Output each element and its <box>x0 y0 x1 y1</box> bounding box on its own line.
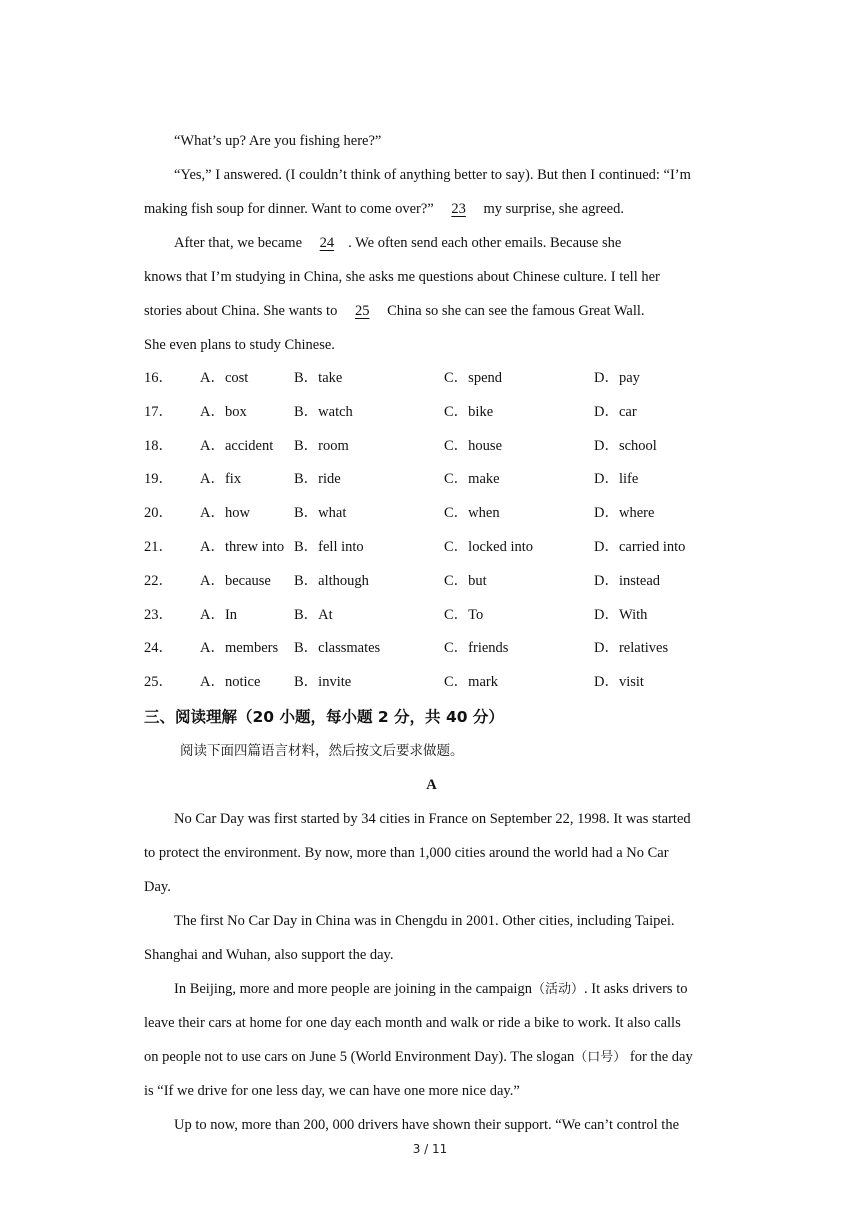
option-c: C．friends <box>444 640 509 657</box>
passage-line: leave their cars at home for one day each month and walk or ride a bike to work. It also calls <box>144 1014 681 1031</box>
blank-23: 23 <box>451 201 466 217</box>
passage-line: is “If we drive for one less day, we can have one more nice day.” <box>144 1082 520 1099</box>
option-c: C．mark <box>444 674 498 691</box>
option-b: B．watch <box>294 403 353 420</box>
passage-line <box>144 1040 719 1074</box>
option-c: C．spend <box>444 370 502 386</box>
question-number: 25． <box>144 674 173 691</box>
question-number: 16． <box>144 370 173 386</box>
dialogue-line: She even plans to study Chinese. <box>144 337 335 353</box>
blank-24: 24 <box>319 235 335 251</box>
option-a: A．threw into <box>200 538 285 555</box>
page-content <box>144 124 719 1142</box>
option-row <box>144 666 719 700</box>
passage-line: No Car Day was first started by 34 cities in France on September 22, 1998. It was started <box>174 810 691 827</box>
option-row <box>144 497 719 531</box>
option-a: A．how <box>200 505 250 522</box>
option-d: D．where <box>594 505 655 522</box>
option-b: B．fell into <box>294 538 364 555</box>
question-number: 19． <box>144 471 173 488</box>
question-number: 24． <box>144 640 173 657</box>
option-row <box>144 531 719 565</box>
option-a: A．In <box>200 606 238 623</box>
option-c: C．bike <box>444 403 494 420</box>
text-segment: stories about China. She wants to <box>144 303 341 319</box>
option-d: D．visit <box>594 674 644 691</box>
option-c: C．To <box>444 606 484 623</box>
text-segment: After that, we became <box>174 235 306 251</box>
question-number: 23． <box>144 606 173 623</box>
dialogue-line: “What’s up? Are you fishing here?” <box>174 133 382 149</box>
option-a: A．cost <box>200 370 249 386</box>
option-a: A．fix <box>200 471 242 488</box>
option-d: D．life <box>594 471 639 488</box>
dialogue-line: “Yes,” I answered. (I couldn’t think of anything better to say). But then I continued: “I’m <box>174 167 691 183</box>
dialogue-line <box>144 226 719 260</box>
text-segment: China so she can see the famous Great Wall. <box>383 303 645 319</box>
text-segment: on people not to use cars on June 5 (World Environment Day). The slogan <box>144 1048 575 1065</box>
option-row <box>144 396 719 430</box>
option-b: B．although <box>294 572 369 589</box>
option-d: D．instead <box>594 572 661 589</box>
option-b: B．what <box>294 505 347 522</box>
option-row <box>144 565 719 599</box>
gloss-chinese: （口号） <box>574 1049 627 1065</box>
text-segment: my surprise, she agreed. <box>479 201 624 217</box>
option-row <box>144 463 719 497</box>
section-heading: 三、阅读理解（20 小题，每小题 2 分，共 40 分） <box>144 707 504 726</box>
text-segment: making fish soup for dinner. Want to come over?” <box>144 201 438 217</box>
dialogue-line <box>144 192 719 226</box>
gloss-chinese: （活动） <box>531 981 584 997</box>
option-b: B．take <box>294 370 343 386</box>
option-d: D．school <box>594 437 657 454</box>
option-row <box>144 632 719 666</box>
passage-line: Shanghai and Wuhan, also support the day. <box>144 946 394 963</box>
option-row <box>144 362 719 396</box>
option-d: D．With <box>594 606 648 623</box>
option-d: D．relatives <box>594 640 669 657</box>
option-d: D．pay <box>594 370 640 386</box>
question-number: 22． <box>144 572 173 589</box>
passage-line: to protect the environment. By now, more than 1,000 cities around the world had a No Car <box>144 844 669 861</box>
option-a: A．accident <box>200 437 274 454</box>
option-c: C．when <box>444 505 500 522</box>
dialogue-line: knows that I’m studying in China, she asks me questions about Chinese culture. I tell her <box>144 269 660 285</box>
blank-25: 25 <box>354 303 370 319</box>
section-instruction: 阅读下面四篇语言材料，然后按文后要求做题。 <box>180 742 464 759</box>
option-d: D．carried into <box>594 538 686 555</box>
passage-line <box>144 972 719 1006</box>
option-c: C．but <box>444 572 487 589</box>
page-number: 3 / 11 <box>412 1142 448 1156</box>
question-number: 20． <box>144 505 173 522</box>
option-a: A．box <box>200 403 247 420</box>
text-segment: In Beijing, more and more people are joining in the campaign <box>174 980 532 997</box>
text-segment: for the day <box>626 1048 693 1065</box>
passage-line: The first No Car Day in China was in Chengdu in 2001. Other cities, including Taipei. <box>174 912 675 929</box>
option-row <box>144 430 719 464</box>
option-b: B．At <box>294 606 333 623</box>
option-c: C．make <box>444 471 500 488</box>
question-number: 18． <box>144 437 173 454</box>
passage-line: Up to now, more than 200, 000 drivers have shown their support. “We can’t control the <box>174 1116 680 1133</box>
question-number: 17． <box>144 403 173 420</box>
text-segment: . We often send each other emails. Because she <box>348 235 622 251</box>
options-list <box>144 362 719 700</box>
option-c: C．house <box>444 437 502 454</box>
passage-line: Day. <box>144 878 171 895</box>
option-d: D．car <box>594 403 637 420</box>
option-b: B．ride <box>294 471 341 488</box>
option-a: A．notice <box>200 674 261 691</box>
option-b: B．classmates <box>294 640 381 657</box>
option-c: C．locked into <box>444 538 534 555</box>
passage-title: A <box>426 776 437 793</box>
option-a: A．because <box>200 572 271 589</box>
option-b: B．invite <box>294 674 352 691</box>
text-segment: . It asks drivers to <box>583 980 688 997</box>
option-b: B．room <box>294 437 349 454</box>
option-a: A．members <box>200 640 279 657</box>
dialogue-line <box>144 294 719 328</box>
option-row <box>144 599 719 633</box>
question-number: 21． <box>144 538 173 555</box>
